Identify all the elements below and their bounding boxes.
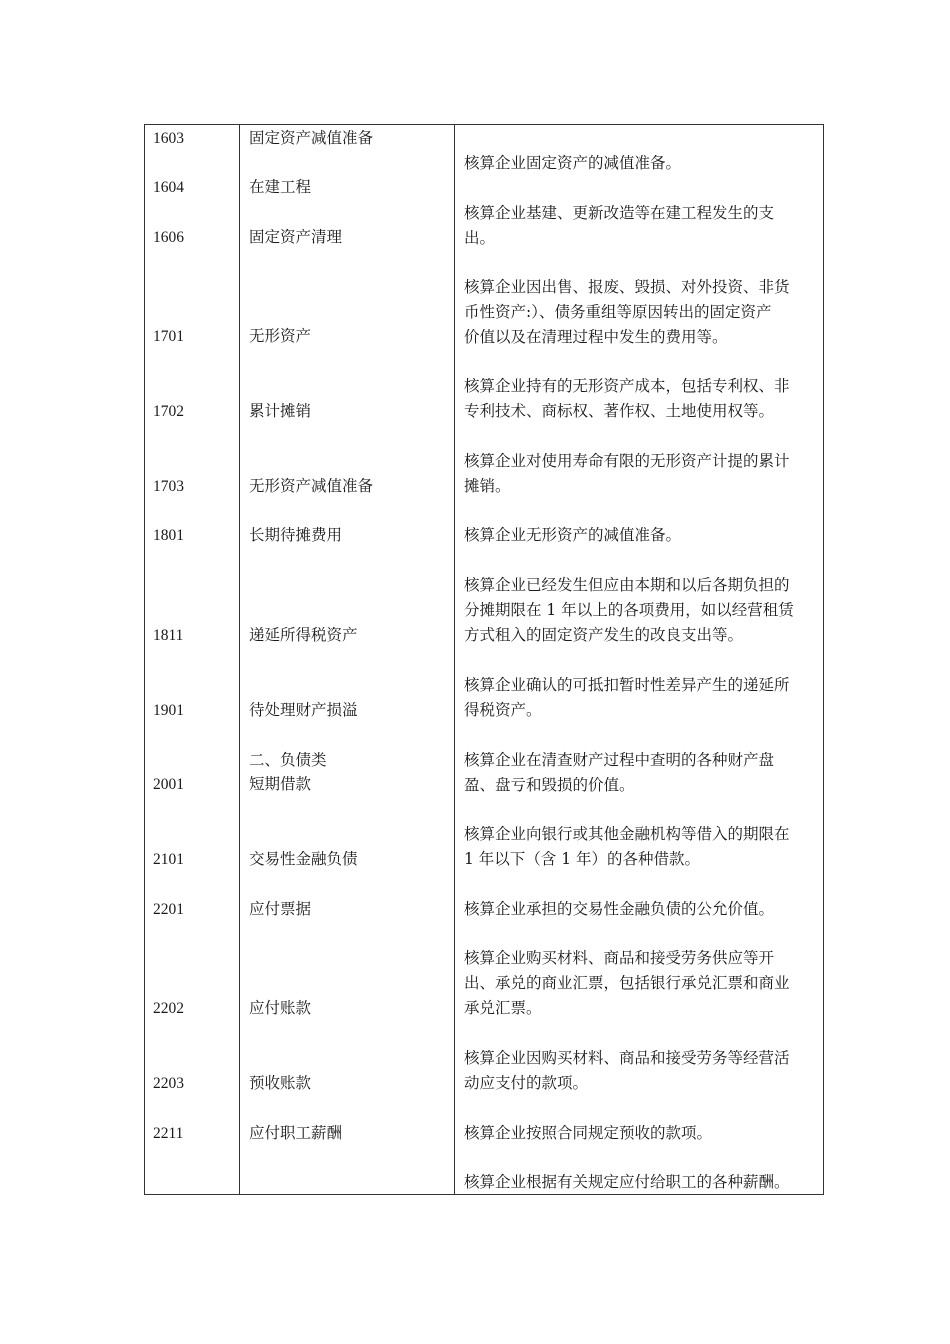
description-line: 核算企业向银行或其他金融机构等借入的期限在 bbox=[464, 825, 790, 843]
account-name: 递延所得税资产 bbox=[249, 626, 358, 644]
account-name: 应付票据 bbox=[249, 900, 312, 918]
description-line: 专利技术、商标权、著作权、土地使用权等。 bbox=[464, 402, 775, 420]
account-code: 2211 bbox=[153, 1125, 184, 1142]
description-line: 承兑汇票。 bbox=[464, 999, 542, 1017]
account-name: 应付账款 bbox=[249, 999, 312, 1017]
description-line: 核算企业固定资产的减值准备。 bbox=[464, 154, 682, 172]
account-name: 累计摊销 bbox=[249, 402, 312, 420]
account-description bbox=[464, 897, 818, 922]
description-line: 核算企业持有的无形资产成本，包括专利权、非 bbox=[464, 377, 790, 395]
description-line: 出、承兑的商业汇票，包括银行承兑汇票和商业 bbox=[464, 974, 790, 992]
description-line: 核算企业购买材料、商品和接受劳务供应等开 bbox=[464, 949, 775, 967]
account-code: 2101 bbox=[153, 851, 184, 868]
account-description bbox=[464, 523, 818, 548]
account-code: 2203 bbox=[153, 1075, 184, 1092]
description-line: 核算企业无形资产的减值准备。 bbox=[464, 526, 682, 544]
description-line: 价值以及在清理过程中发生的费用等。 bbox=[464, 328, 728, 346]
description-line: 核算企业已经发生但应由本期和以后各期负担的 bbox=[464, 576, 790, 594]
account-code: 1701 bbox=[153, 328, 184, 345]
account-description bbox=[464, 275, 818, 350]
account-name: 待处理财产损溢 bbox=[249, 701, 358, 719]
description-line: 币性资产:）、债务重组等原因转出的固定资产 bbox=[464, 303, 772, 321]
account-name: 在建工程 bbox=[249, 178, 312, 196]
account-code: 1603 bbox=[153, 130, 184, 147]
description-line: 方式租入的固定资产发生的改良支出等。 bbox=[464, 626, 744, 644]
description-line: 核算企业承担的交易性金融负债的公允价值。 bbox=[464, 900, 775, 918]
account-name: 固定资产减值准备 bbox=[249, 129, 374, 147]
account-description bbox=[464, 1170, 818, 1195]
description-line: 核算企业对使用寿命有限的无形资产计提的累计 bbox=[464, 452, 790, 470]
account-name: 交易性金融负债 bbox=[249, 850, 358, 868]
account-description bbox=[464, 673, 818, 723]
account-name: 长期待摊费用 bbox=[249, 526, 343, 544]
account-code: 2202 bbox=[153, 1000, 184, 1017]
description-line: 核算企业根据有关规定应付给职工的各种薪酬。 bbox=[464, 1173, 790, 1191]
account-name: 固定资产清理 bbox=[249, 228, 343, 246]
account-code: 1811 bbox=[153, 627, 184, 644]
account-code: 1702 bbox=[153, 403, 184, 420]
account-name: 无形资产减值准备 bbox=[249, 477, 374, 495]
account-description bbox=[464, 374, 818, 424]
column-divider bbox=[239, 125, 240, 1194]
account-code: 1604 bbox=[153, 179, 184, 196]
account-description bbox=[464, 151, 818, 176]
account-name: 应付职工薪酬 bbox=[249, 1124, 343, 1142]
account-description bbox=[464, 201, 818, 251]
description-line: 摊销。 bbox=[464, 477, 511, 495]
description-line: 动应支付的款项。 bbox=[464, 1074, 589, 1092]
description-line: 核算企业基建、更新改造等在建工程发生的支 bbox=[464, 204, 775, 222]
description-line: 分摊期限在 1 年以上的各项费用，如以经营租赁 bbox=[464, 601, 794, 619]
account-name: 预收账款 bbox=[249, 1074, 312, 1092]
account-description bbox=[464, 449, 818, 499]
account-code: 1801 bbox=[153, 527, 184, 544]
description-line: 核算企业确认的可抵扣暂时性差异产生的递延所 bbox=[464, 676, 790, 694]
column-divider bbox=[454, 125, 455, 1194]
account-name: 无形资产 bbox=[249, 327, 312, 345]
account-code: 2001 bbox=[153, 776, 184, 793]
account-code: 1606 bbox=[153, 229, 184, 246]
account-description bbox=[464, 946, 818, 1021]
section-heading: 二、负债类 bbox=[249, 751, 327, 769]
description-line: 核算企业在清查财产过程中查明的各种财产盘 bbox=[464, 751, 775, 769]
account-code: 1901 bbox=[153, 702, 184, 719]
account-name: 短期借款 bbox=[249, 775, 312, 793]
account-description bbox=[464, 1121, 818, 1146]
account-description bbox=[464, 1046, 818, 1096]
description-line: 核算企业因购买材料、商品和接受劳务等经营活 bbox=[464, 1049, 790, 1067]
account-description bbox=[464, 748, 818, 798]
description-line: 出。 bbox=[464, 229, 496, 247]
description-line: 得税资产。 bbox=[464, 701, 542, 719]
description-line: 核算企业按照合同规定预收的款项。 bbox=[464, 1124, 713, 1142]
description-line: 1 年以下（含 1 年）的各种借款。 bbox=[464, 850, 701, 868]
account-description bbox=[464, 822, 818, 872]
description-line: 核算企业因出售、报废、毁损、对外投资、非货 bbox=[464, 278, 790, 296]
account-description bbox=[464, 573, 818, 648]
account-code: 2201 bbox=[153, 901, 184, 918]
description-line: 盈、盘亏和毁损的价值。 bbox=[464, 776, 635, 794]
account-code: 1703 bbox=[153, 478, 184, 495]
